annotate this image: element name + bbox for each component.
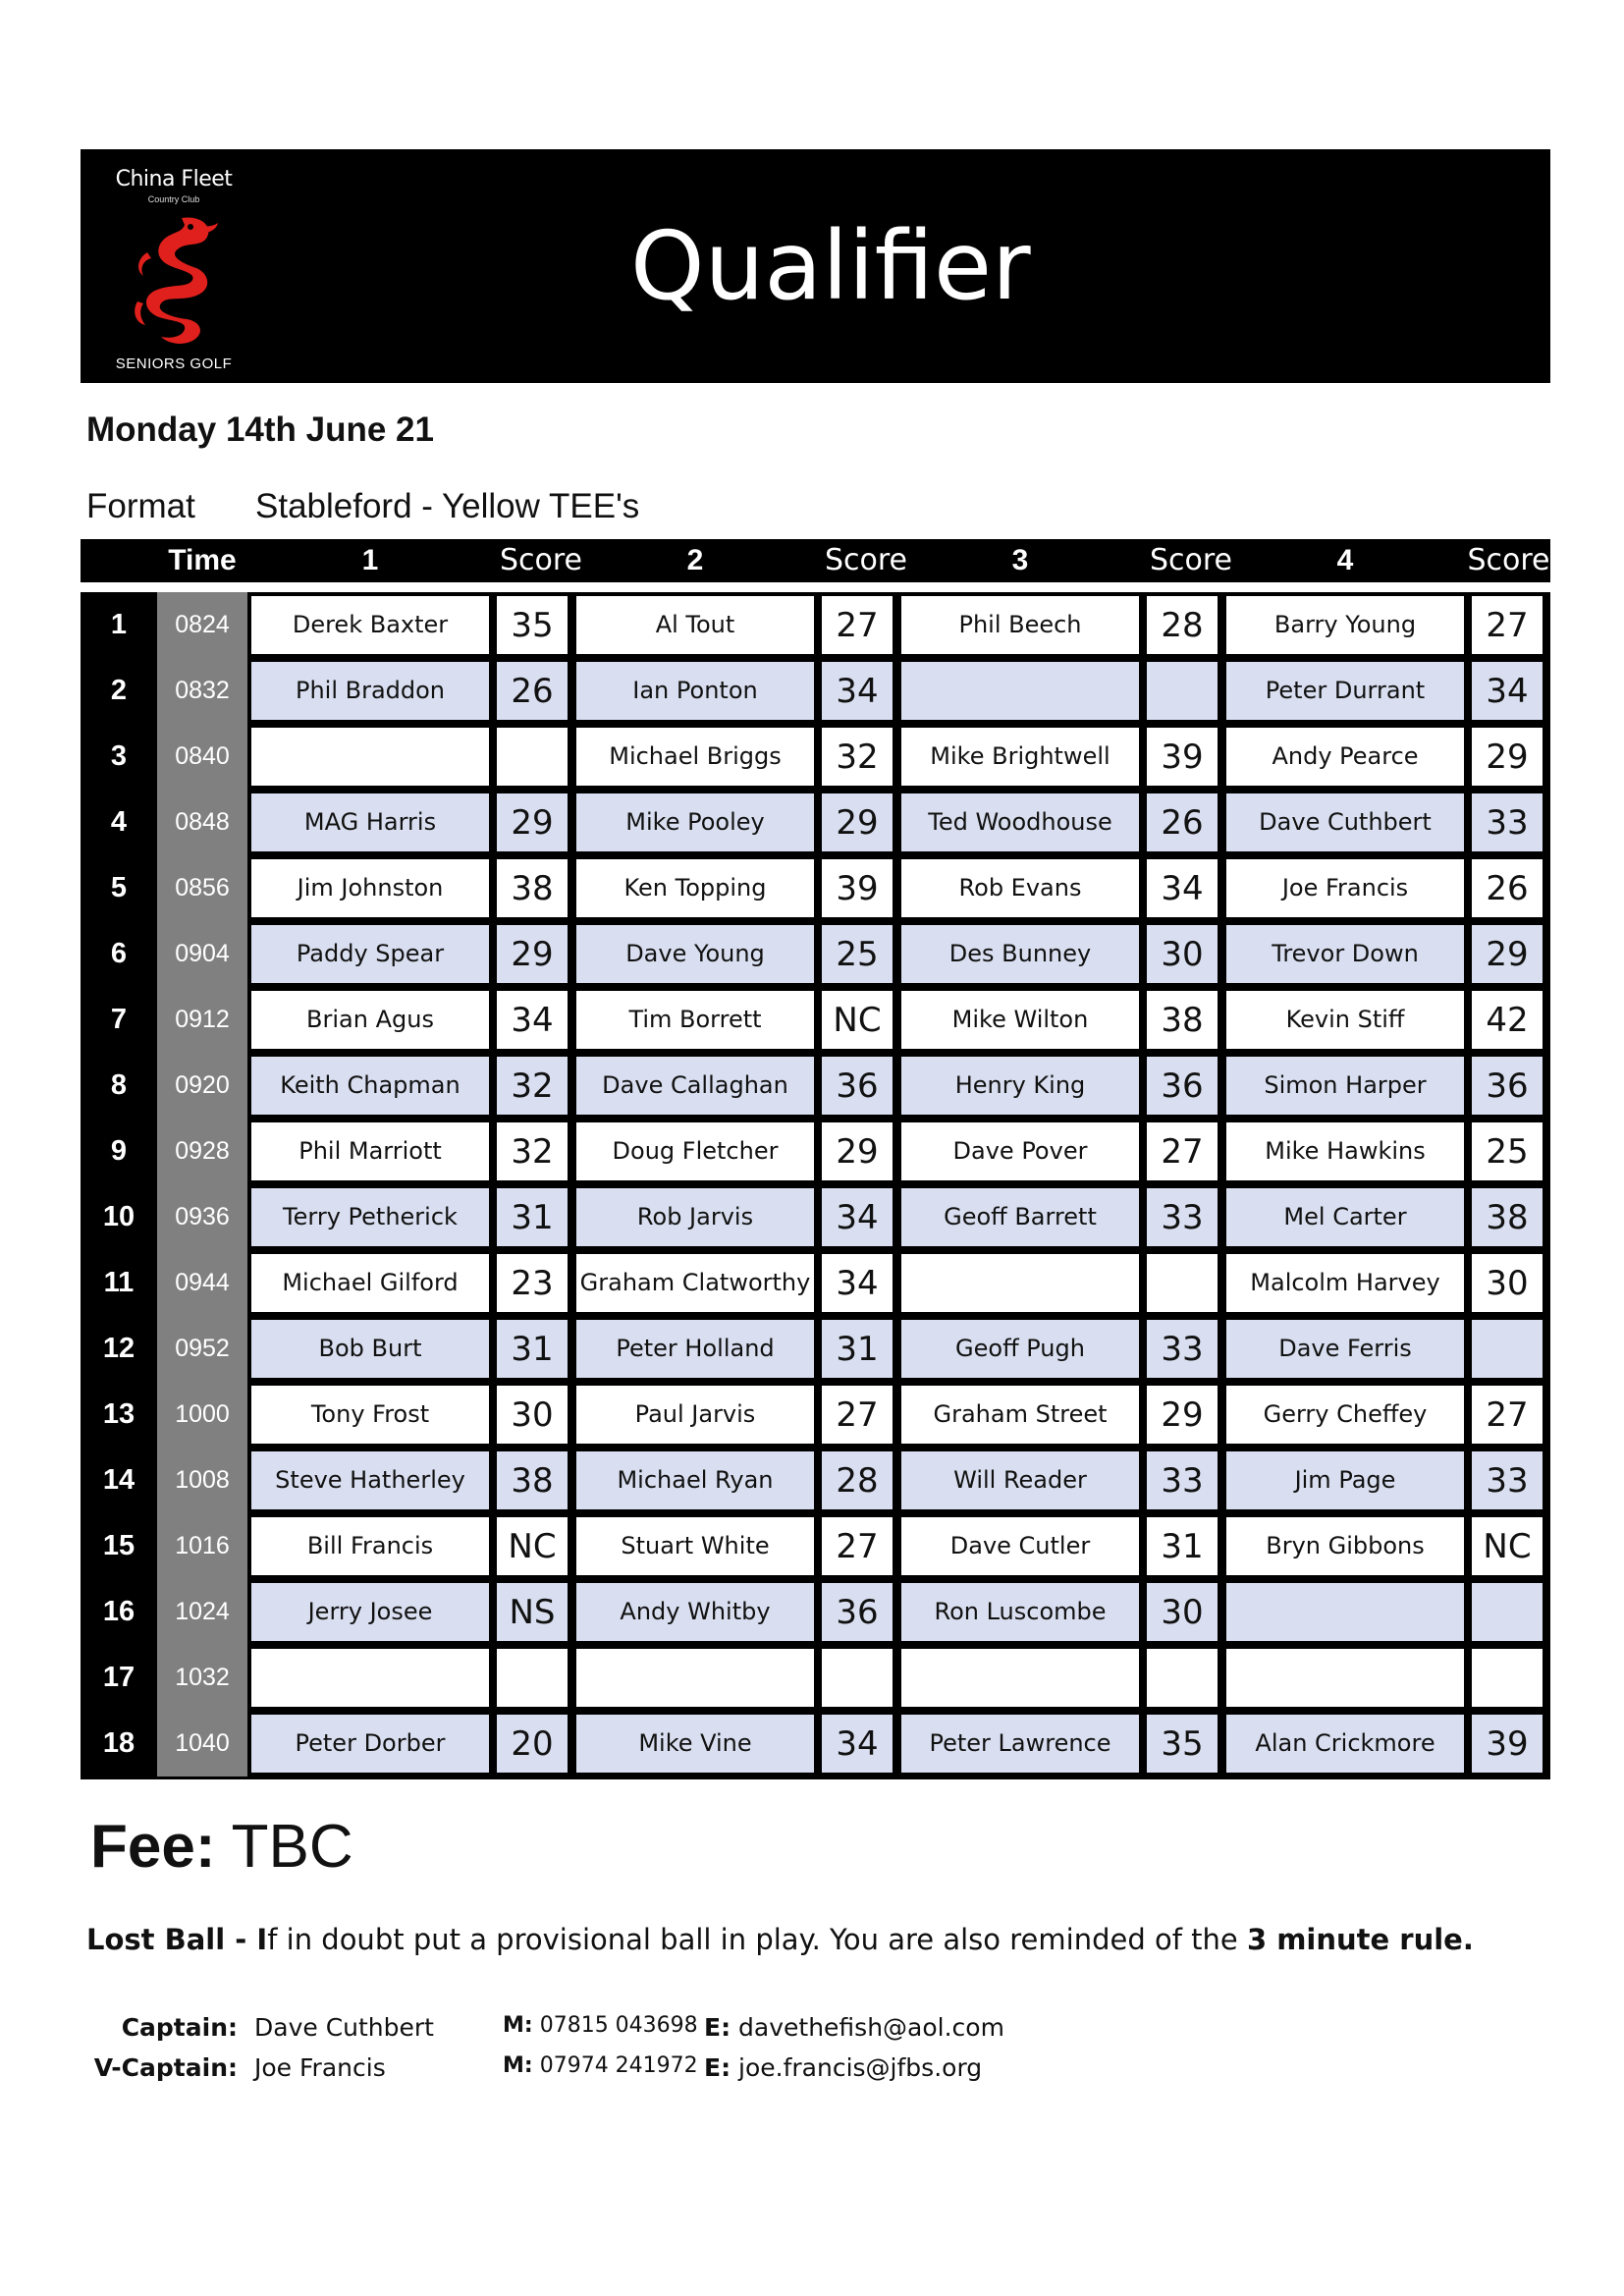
table-row [81,855,1550,921]
player-name: Geoff Barrett [901,1188,1139,1246]
captain-email[interactable]: davethefish@aol.com [738,2013,1004,2042]
player-score: 36 [822,1583,893,1641]
player-name: Graham Street [901,1386,1139,1444]
player-score [497,1649,568,1707]
player-score: 29 [497,793,568,851]
player-score: 29 [1472,925,1543,983]
table-row [81,790,1550,855]
player-score: 33 [1472,1451,1543,1509]
vice-captain-title: V-Captain: [93,2053,238,2082]
lost-ball-text: f in doubt put a provisional ball in play. You are also reminded of the [267,1923,1247,1956]
format-label: Format [86,487,195,525]
player-score: 20 [497,1715,568,1773]
player-score: 27 [822,596,893,654]
player-score: 26 [497,662,568,720]
player-score: 29 [822,1122,893,1180]
header-score-4: Score [1467,543,1550,577]
club-logo [100,159,247,370]
row-number: 14 [102,1464,135,1496]
tee-time: 1032 [157,1645,247,1711]
table-row [81,987,1550,1053]
player-score: 38 [1472,1188,1543,1246]
player-score [1472,1583,1543,1641]
player-score: 32 [497,1122,568,1180]
player-name: Graham Clatworthy [576,1254,814,1312]
captain-name: Dave Cuthbert [254,2013,434,2042]
player-score: 31 [497,1320,568,1378]
format-value: Stableford - Yellow TEE's [255,487,640,525]
table-row [81,921,1550,987]
player-score: 28 [822,1451,893,1509]
player-score: NS [497,1583,568,1641]
header-score-1: Score [499,543,583,577]
tee-time: 1000 [157,1382,247,1448]
vice-captain-mobile-label: M: [503,2053,533,2078]
player-name: Ted Woodhouse [901,793,1139,851]
player-name: Alan Crickmore [1226,1715,1464,1773]
row-number: 16 [102,1596,135,1627]
player-name: Doug Fletcher [576,1122,814,1180]
captain-email-label: E: [704,2013,731,2042]
player-score: 31 [497,1188,568,1246]
player-name: Kevin Stiff [1226,991,1464,1049]
player-score: 27 [822,1517,893,1575]
player-score [497,728,568,786]
tee-time: 1016 [157,1513,247,1579]
player-score: 34 [497,991,568,1049]
player-name [901,1649,1139,1707]
tee-time: 1024 [157,1579,247,1645]
vice-captain-email-label: E: [704,2053,731,2082]
lost-ball-lead: Lost Ball - I [86,1923,268,1956]
player-name: Andy Pearce [1226,728,1464,786]
tee-time: 0904 [157,921,247,987]
player-score [1147,1649,1218,1707]
player-score: 29 [822,793,893,851]
player-name: Tim Borrett [576,991,814,1049]
fee-label: Fee: [90,1813,216,1881]
player-name: Paul Jarvis [576,1386,814,1444]
player-name [901,1254,1139,1312]
row-number: 2 [110,675,128,706]
player-score [1472,1320,1543,1378]
tee-time: 0928 [157,1119,247,1184]
table-row [81,1711,1550,1777]
player-score: 39 [822,859,893,917]
tee-time: 0824 [157,592,247,658]
player-name: Michael Briggs [576,728,814,786]
player-name: Ken Topping [576,859,814,917]
fee-line [90,1812,353,1882]
row-number: 5 [110,872,128,903]
player-name: Rob Evans [901,859,1139,917]
lost-ball-notice [86,1923,1474,1956]
row-number: 15 [102,1530,135,1561]
player-score: NC [822,991,893,1049]
player-score: 38 [497,1451,568,1509]
row-number: 18 [102,1727,135,1759]
player-score: 27 [1147,1122,1218,1180]
player-name: Derek Baxter [251,596,489,654]
player-name: Steve Hatherley [251,1451,489,1509]
event-date: Monday 14th June 21 [86,410,434,449]
page-title: Qualifier [630,211,1031,321]
player-name: Mike Brightwell [901,728,1139,786]
player-name: Jim Johnston [251,859,489,917]
player-score: 34 [822,662,893,720]
logo-club-name: China Fleet [115,167,233,191]
tee-time: 0920 [157,1053,247,1119]
player-name: Peter Holland [576,1320,814,1378]
player-name: Trevor Down [1226,925,1464,983]
captain-mobile: 07815 043698 [539,2013,698,2038]
table-row [81,592,1550,658]
table-row [81,1184,1550,1250]
header-score-2: Score [824,543,908,577]
tee-time: 0944 [157,1250,247,1316]
player-score: 34 [822,1254,893,1312]
player-name: Terry Petherick [251,1188,489,1246]
table-row [81,1645,1550,1711]
draw-table [81,592,1550,1779]
table-row [81,724,1550,790]
player-score: NC [497,1517,568,1575]
player-name: Mike Wilton [901,991,1139,1049]
player-name: Geoff Pugh [901,1320,1139,1378]
row-number: 13 [102,1398,135,1430]
header-group-1: 1 [361,544,379,576]
player-score: 27 [822,1386,893,1444]
row-number: 6 [110,938,128,969]
player-score: 29 [1147,1386,1218,1444]
player-score: 27 [1472,596,1543,654]
player-score: 30 [1147,925,1218,983]
player-name: Peter Dorber [251,1715,489,1773]
player-name: Bill Francis [251,1517,489,1575]
header-group-2: 2 [686,544,704,576]
player-name: Jerry Josee [251,1583,489,1641]
player-score: 23 [497,1254,568,1312]
row-number: 8 [110,1069,128,1101]
player-score: 25 [1472,1122,1543,1180]
table-row [81,1382,1550,1448]
dragon-icon [128,213,221,351]
player-score: 29 [1472,728,1543,786]
player-name: Michael Ryan [576,1451,814,1509]
player-name [901,662,1139,720]
player-score: 26 [1472,859,1543,917]
captain-title: Captain: [121,2013,238,2042]
player-score: 32 [822,728,893,786]
header-group-3: 3 [1011,544,1029,576]
player-name: Des Bunney [901,925,1139,983]
player-score: 26 [1147,793,1218,851]
player-name: Mike Pooley [576,793,814,851]
player-name: Jim Page [1226,1451,1464,1509]
table-row [81,1119,1550,1184]
player-score: 31 [1147,1517,1218,1575]
row-number: 12 [102,1333,135,1364]
player-name: Dave Callaghan [576,1057,814,1115]
player-name: Phil Marriott [251,1122,489,1180]
header-time: Time [168,544,237,576]
player-name: Tony Frost [251,1386,489,1444]
player-score: 33 [1147,1451,1218,1509]
player-score: 38 [1147,991,1218,1049]
vice-captain-mobile: 07974 241972 [539,2053,698,2078]
player-name: Dave Pover [901,1122,1139,1180]
player-name: Peter Lawrence [901,1715,1139,1773]
player-score: 34 [822,1188,893,1246]
row-number: 4 [110,806,128,838]
player-name [1226,1583,1464,1641]
tee-time: 1008 [157,1448,247,1513]
player-score: 34 [822,1715,893,1773]
fee-value: TBC [231,1813,353,1881]
player-score: 33 [1147,1188,1218,1246]
row-number: 17 [102,1662,135,1693]
tee-time: 0912 [157,987,247,1053]
player-name: Rob Jarvis [576,1188,814,1246]
row-number: 9 [110,1135,128,1167]
tee-time: 1040 [157,1711,247,1777]
player-score: 36 [1472,1057,1543,1115]
player-name: Henry King [901,1057,1139,1115]
player-name: Dave Ferris [1226,1320,1464,1378]
player-name [251,1649,489,1707]
player-score: NC [1472,1517,1543,1575]
player-name: Bob Burt [251,1320,489,1378]
player-name: Dave Cuthbert [1226,793,1464,851]
header-group-4: 4 [1336,544,1354,576]
player-name: Phil Braddon [251,662,489,720]
player-name: Al Tout [576,596,814,654]
tee-time: 0936 [157,1184,247,1250]
player-name: Mike Hawkins [1226,1122,1464,1180]
table-row [81,1513,1550,1579]
logo-club-subtitle: Country Club [147,194,200,204]
player-name: Will Reader [901,1451,1139,1509]
player-score [1147,662,1218,720]
table-row [81,1448,1550,1513]
player-name: Dave Young [576,925,814,983]
player-score: 34 [1472,662,1543,720]
player-name: Ron Luscombe [901,1583,1139,1641]
player-name: Barry Young [1226,596,1464,654]
player-name: Stuart White [576,1517,814,1575]
player-name: Keith Chapman [251,1057,489,1115]
player-score: 42 [1472,991,1543,1049]
player-score: 32 [497,1057,568,1115]
player-score: 39 [1147,728,1218,786]
player-name [251,728,489,786]
tee-time: 0856 [157,855,247,921]
player-score [1472,1649,1543,1707]
player-name: Malcolm Harvey [1226,1254,1464,1312]
player-name: Peter Durrant [1226,662,1464,720]
player-name [1226,1649,1464,1707]
row-number: 1 [110,609,128,640]
player-score [822,1649,893,1707]
player-name: Paddy Spear [251,925,489,983]
player-score: 30 [497,1386,568,1444]
tee-time: 0840 [157,724,247,790]
player-score: 34 [1147,859,1218,917]
table-row [81,1053,1550,1119]
player-score: 36 [1147,1057,1218,1115]
player-name: Mel Carter [1226,1188,1464,1246]
table-row [81,1579,1550,1645]
vice-captain-name: Joe Francis [254,2053,386,2082]
player-score: 38 [497,859,568,917]
player-score: 29 [497,925,568,983]
player-name: Simon Harper [1226,1057,1464,1115]
player-score: 27 [1472,1386,1543,1444]
row-number: 7 [110,1004,128,1035]
player-name: Brian Agus [251,991,489,1049]
player-score: 36 [822,1057,893,1115]
player-score: 28 [1147,596,1218,654]
player-score: 35 [497,596,568,654]
vice-captain-email[interactable]: joe.francis@jfbs.org [738,2053,983,2082]
player-name: Bryn Gibbons [1226,1517,1464,1575]
row-number: 11 [103,1267,135,1298]
player-name: Michael Gilford [251,1254,489,1312]
player-name: Ian Ponton [576,662,814,720]
header-score-3: Score [1149,543,1233,577]
player-name: Phil Beech [901,596,1139,654]
player-score: 31 [822,1320,893,1378]
player-score: 25 [822,925,893,983]
captain-mobile-label: M: [503,2013,533,2038]
player-score: 39 [1472,1715,1543,1773]
player-name: Mike Vine [576,1715,814,1773]
player-name: Andy Whitby [576,1583,814,1641]
tee-time: 0832 [157,658,247,724]
player-score [1147,1254,1218,1312]
player-name: Joe Francis [1226,859,1464,917]
player-name [576,1649,814,1707]
tee-time: 0952 [157,1316,247,1382]
row-number: 3 [110,740,128,772]
table-row [81,658,1550,724]
player-score: 35 [1147,1715,1218,1773]
header-banner [81,149,1550,383]
table-row [81,1316,1550,1382]
table-row [81,1250,1550,1316]
player-score: 33 [1472,793,1543,851]
three-minute-rule: 3 minute rule. [1246,1923,1474,1956]
player-score: 33 [1147,1320,1218,1378]
row-number: 10 [102,1201,135,1232]
player-name: MAG Harris [251,793,489,851]
tee-time: 0848 [157,790,247,855]
player-name: Gerry Cheffey [1226,1386,1464,1444]
player-score: 30 [1147,1583,1218,1641]
draw-table-header [81,539,1550,582]
player-score: 30 [1472,1254,1543,1312]
player-name: Dave Cutler [901,1517,1139,1575]
logo-seniors-golf: SENIORS GOLF [115,355,233,372]
